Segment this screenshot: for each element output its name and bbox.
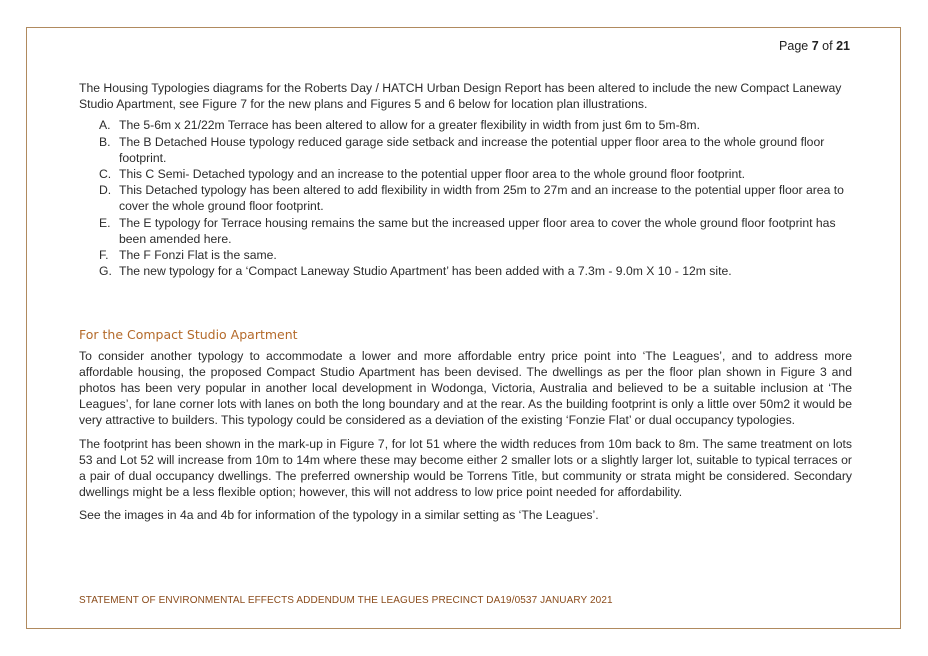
list-item-text: The 5-6m x 21/22m Terrace has been altered to allow for a greater flexibility in width from just 6m to 5m-8m.	[119, 118, 700, 133]
list-marker: C.	[99, 167, 112, 182]
list-item	[99, 117, 852, 133]
document-body	[79, 80, 852, 531]
section-heading: For the Compact Studio Apartment	[79, 327, 298, 343]
list-marker: G.	[99, 264, 112, 279]
typology-changes-list	[79, 117, 852, 279]
list-item	[99, 166, 852, 182]
list-item	[99, 263, 852, 279]
list-marker: E.	[99, 215, 111, 230]
list-marker: A.	[99, 118, 111, 133]
page-of: of	[822, 39, 833, 53]
intro-paragraph: The Housing Typologies diagrams for the Roberts Day / HATCH Urban Design Report has been altered to include the new Compact Laneway Studio Apartment, see Figure 7 for the new plans and Figures 5 and 6 below for location plan illustrations.	[79, 81, 842, 112]
page-label: Page	[779, 39, 809, 53]
section-paragraph-2: The footprint has been shown in the mark-up in Figure 7, for lot 51 where the width reduces from 10m back to 8m. The same treatment on lots 53 and Lot 52 will increase from 10m to 14m where these may become either 2 smaller lots or a slightly larger lot, suitable to typical terraces or a pair of dual occupancy dwellings. The preferred ownership would be Torrens Title, but community or strata might be considered. Secondary dwellings might be a less flexible option; however, this will not address to low price point needed for affordability.	[79, 436, 852, 500]
list-item-text: The F Fonzi Flat is the same.	[119, 248, 277, 263]
list-item	[99, 182, 852, 214]
section-paragraph-1: To consider another typology to accommodate a lower and more affordable entry price point into ‘The Leagues’, and to address more affordable housing, the proposed Compact Studio Apartment has been devised. The dwellings as per the floor plan shown in Figure 3 and photos has been very popular in another local development in Wodonga, Victoria, Australia and believed to be a suitable inclusion at ‘The Leagues’, for lane corner lots with lanes on both the long boundary and at the rear. As the building footprint is only a little over 50m2 it would be very attractive to builders. This typology could be considered as a deviation of the existing ‘Fonzie Flat’ or dual occupancy typologies.	[79, 348, 852, 428]
page-total: 21	[836, 39, 850, 53]
list-marker: D.	[99, 183, 112, 198]
page-number	[779, 39, 850, 53]
page-current: 7	[811, 39, 819, 53]
list-item-text: The B Detached House typology reduced garage side setback and increase the potential upper floor area to the whole ground floor footprint.	[119, 134, 825, 165]
list-item-text: The E typology for Terrace housing remains the same but the increased upper floor area to cover the whole ground floor footprint has been amended here.	[119, 215, 836, 246]
list-marker: B.	[99, 134, 111, 149]
list-item	[99, 215, 852, 247]
document-footer: STATEMENT OF ENVIRONMENTAL EFFECTS ADDENDUM THE LEAGUES PRECINCT DA19/0537 JANUARY 2021	[79, 595, 613, 606]
list-item-text: This Detached typology has been altered to add flexibility in width from 25m to 27m and an increase to the potential upper floor area to cover the whole ground floor footprint.	[119, 183, 844, 214]
section-paragraph-3: See the images in 4a and 4b for information of the typology in a similar setting as ‘The Leagues’.	[79, 508, 599, 523]
list-item-text: The new typology for a ‘Compact Laneway Studio Apartment’ has been added with a 7.3m - 9.0m X 10 - 12m site.	[119, 264, 732, 279]
list-item-text: This C Semi- Detached typology and an increase to the potential upper floor area to the whole ground floor footprint.	[119, 167, 745, 182]
list-marker: F.	[99, 248, 109, 263]
list-item	[99, 134, 852, 166]
list-item	[99, 247, 852, 263]
